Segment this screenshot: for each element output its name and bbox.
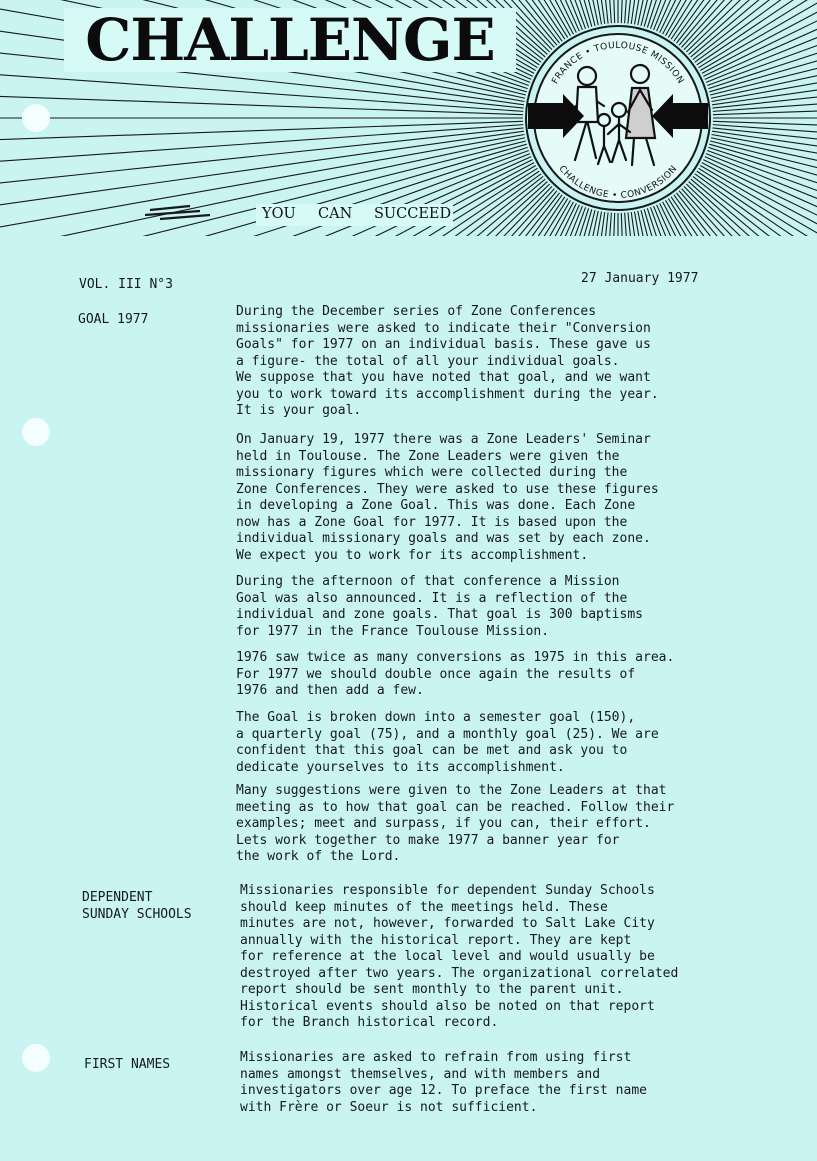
goal-paragraph-6: Many suggestions were given to the Zone Leaders at that meeting as to how that goal can be reached. Follow their examples; meet and surpass, if you can, their effort. Lets work together to make 1977 a banner year for the work of the Lord.	[236, 783, 675, 864]
binder-hole	[22, 104, 50, 132]
dependent-paragraph-1: Missionaries responsible for dependent Sunday Schools should keep minutes of the meetings held. These minutes are not, however, forwarded to Salt Lake City annually with the historical report. They are kept for reference at the local level and would usually be destroyed after two years. The organizational correlated report should be sent monthly to the parent unit. Historical events should also be noted on that report for the Branch historical record.	[240, 883, 679, 1030]
goal-paragraph-3: During the afternoon of that conference a Mission Goal was also announced. It is a reflection of the individual and zone goals. That goal is 300 baptisms for 1977 in the France Toulouse Mission.	[236, 574, 643, 639]
goal-paragraph-5: The Goal is broken down into a semester goal (150), a quarterly goal (75), and a monthly goal (25). We are confident that this goal can be met and ask you to dedicate yourselves to its accomplishment.	[236, 710, 659, 775]
masthead	[0, 0, 817, 236]
newsletter-title: CHALLENGE	[85, 6, 495, 74]
volume-number: VOL. III N°3	[79, 277, 173, 292]
names-paragraph-1: Missionaries are asked to refrain from using first names amongst themselves, and with members and investigators over age 12. To preface the first name with Frère or Soeur is not sufficient.	[240, 1050, 647, 1115]
section-label-goal: GOAL 1977	[78, 312, 149, 327]
binder-hole	[22, 418, 50, 446]
issue-date: 27 January 1977	[581, 271, 699, 286]
emblem-bottom-text: CHALLENGE • CONVERSION	[556, 164, 680, 202]
tagline	[256, 204, 453, 226]
tagline-word-you: YOU	[262, 206, 296, 222]
binder-hole	[22, 1044, 50, 1072]
section-label-dependent-sunday-schools: DEPENDENT SUNDAY SCHOOLS	[82, 890, 192, 922]
goal-paragraph-2: On January 19, 1977 there was a Zone Leaders' Seminar held in Toulouse. The Zone Leaders were given the missionary figures which were collected during the Zone Conferences. They were asked to use these figures in developing a Zone Goal. This was done. Each Zone now has a Zone Goal for 1977. It is based upon the individual missionary goals and was set by each zone. We expect you to work for its accomplishment.	[236, 432, 659, 563]
goal-paragraph-4: 1976 saw twice as many conversions as 1975 in this area. For 1977 we should double once again the results of 1976 and then add a few.	[236, 650, 675, 698]
goal-paragraph-1: During the December series of Zone Conferences missionaries were asked to indicate their "Conversion Goals" for 1977 on an individual basis. These gave us a figure- the total of all your individual goals. We suppose that you have noted that goal, and we want you to work toward its accomplishment during the year. It is your goal.	[236, 304, 659, 418]
section-label-first-names: FIRST NAMES	[84, 1057, 171, 1072]
masthead-title-box	[64, 8, 516, 72]
tagline-word-succeed: SUCCEED	[374, 206, 452, 222]
tagline-word-can: CAN	[318, 206, 353, 222]
emblem-top-text: FRANCE • TOULOUSE MISSION	[550, 40, 686, 87]
